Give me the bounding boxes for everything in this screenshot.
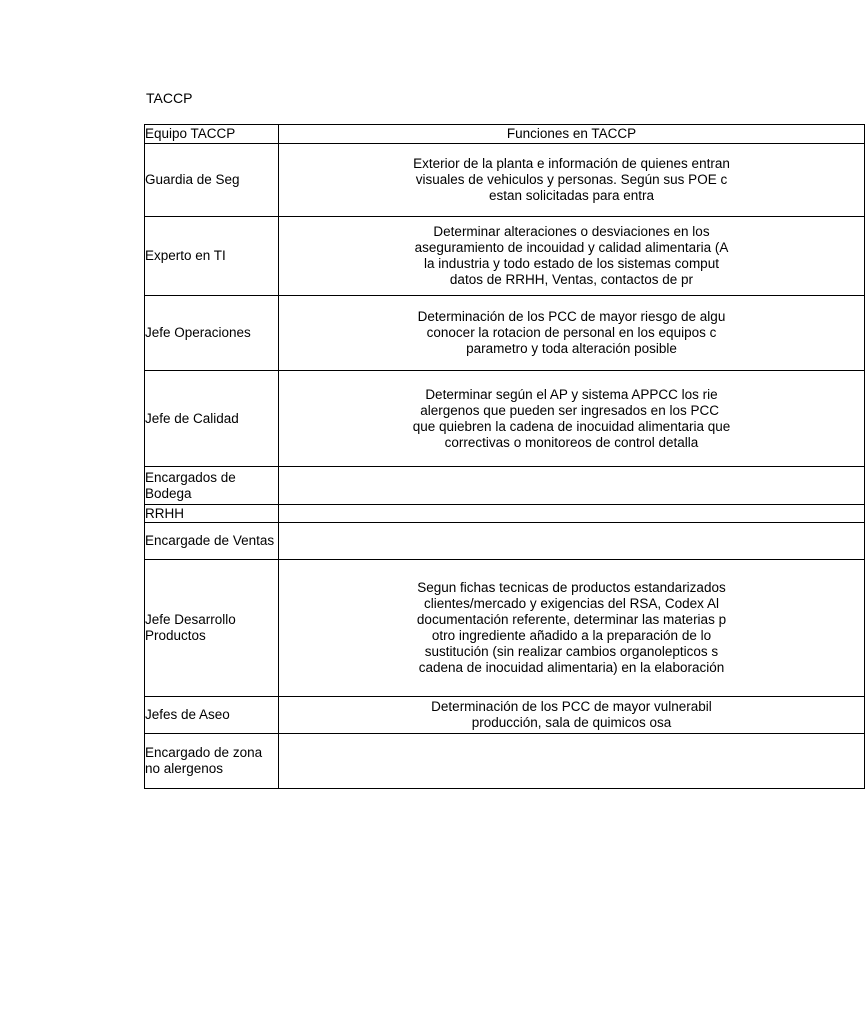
role-cell: Guardia de Seg [145,144,279,217]
taccp-table [144,124,865,789]
function-cell: Segun fichas tecnicas de productos estandarizados clientes/mercado y exigencias del RSA, Codex Al documentación referente, determinar las materias p otro ingrediente añadido a la preparación de lo sustitución (sin realizar cambios organolepticos s cadena de inocuidad alimentaria) en la elaboración [279,560,865,697]
role-cell: Jefe de Calidad [145,371,279,467]
header-cell-equipo: Equipo TACCP [145,125,279,144]
function-cell [279,505,865,523]
function-cell [279,734,865,789]
role-cell: RRHH [145,505,279,523]
function-cell: Determinar según el AP y sistema APPCC los rie alergenos que pueden ser ingresados en los PCC que quiebren la cadena de inocuidad alimentaria que correctivas o monitoreos de control detalla [279,371,865,467]
table-row [145,217,865,296]
table-row [145,734,865,789]
table-row [145,371,865,467]
table-header-row [145,125,865,144]
role-cell: Experto en TI [145,217,279,296]
table-row [145,560,865,697]
function-cell: Determinación de los PCC de mayor riesgo de algu conocer la rotacion de personal en los equipos c parametro y toda alteración posible [279,296,865,371]
role-cell: Encargade de Ventas [145,523,279,560]
table-row [145,697,865,734]
table-row [145,296,865,371]
function-cell: Exterior de la planta e información de quienes entran visuales de vehiculos y personas. Según sus POE c estan solicitadas para entra [279,144,865,217]
function-cell [279,467,865,505]
role-cell: Jefe Operaciones [145,296,279,371]
table-row [145,144,865,217]
table-row [145,523,865,560]
role-cell: Encargados de Bodega [145,467,279,505]
function-cell: Determinar alteraciones o desviaciones en los aseguramiento de incouidad y calidad alimentaria (A la industria y todo estado de los sistemas comput datos de RRHH, Ventas, contactos de pr [279,217,865,296]
role-cell: Jefe Desarrollo Productos [145,560,279,697]
function-cell: Determinación de los PCC de mayor vulnerabil producción, sala de quimicos osa [279,697,865,734]
table-row [145,467,865,505]
role-cell: Encargado de zona no alergenos [145,734,279,789]
header-cell-funciones: Funciones en TACCP [279,125,865,144]
spreadsheet-table-viewport [144,124,731,790]
function-cell [279,523,865,560]
table-row [145,505,865,523]
role-cell: Jefes de Aseo [145,697,279,734]
document-title: TACCP [146,90,193,106]
